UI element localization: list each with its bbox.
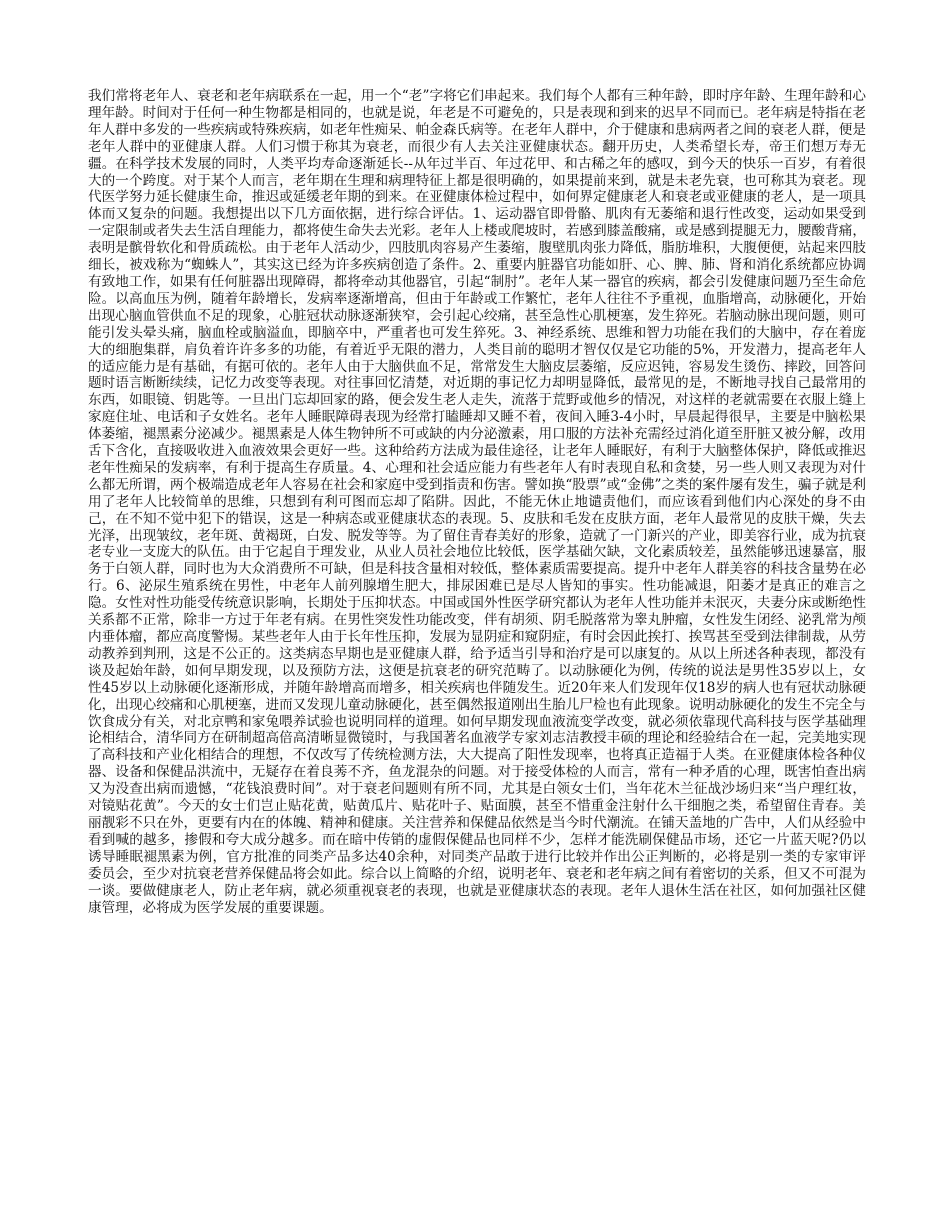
body-paragraph: 我们常将老年人、衰老和老年病联系在一起，用一个“老”字将它们串起来。我们每个人都有三种年龄，即时序年龄、生理年龄和心理年龄。时间对于任何一种生物都是相同的，也就是说，年老是不可避免的，只是表现和到来的迟早不同而已。老年病是特指在老年人群中多发的一些疾病或特殊疾病，如老年性痴呆、帕金森氏病等。在老年人群中，介于健康和患病两者之间的衰老人群，便是老年人群中的亚健康人群。人们习惯于称其为衰老，而很少有人去关注亚健康状态。翻开历史，人类希望长寿，帝王们想万寿无疆。在科学技术发展的同时，人类平均寿命逐渐延长--从年过半百、年过花甲、和古稀之年的感叹，到今天的快乐一百岁，有着很大的一个跨度。对于某个人而言，老年期在生理和病理特征上都是很明确的，如果提前来到，就是未老先衰，也可称其为衰老。现代医学努力延长健康生命，推迟或延缓老年期的到来。在亚健康体检过程中，如何界定健康老人和衰老或亚健康的老人，是一项具体而又复杂的问题。我想提出以下几方面依据，进行综合评估。1、运动器官即骨骼、肌肉有无萎缩和退行性改变，运动如果受到一定限制或者失去生活自理能力，都将使生命失去光彩。老年人上楼或爬坡时，若感到膝盖酸痛，或是感到提腿无力，腰酸背痛，表明是髌骨软化和骨质疏松。由于老年人活动少，四肢肌肉容易产生萎缩，腹壁肌肉张力降低，脂肪堆积，大腹便便，站起来四肢细长，被戏称为“蜘蛛人”，其实这已经为许多疾病创造了条件。2、重要内脏器官功能如肝、心、脾、肺、肾和消化系统都应协调有致地工作，如果有任何脏器出现障碍，都将牵动其他器官，引起“制肘”。老年人某一器官的疾病，都会引发健康问题乃至生命危险。以高血压为例，随着年龄增长，发病率逐渐增高，但由于年龄或工作繁忙，老年人往往不予重视，血脂增高，动脉硬化，开始出现心脑血管供血不足的现象，心脏冠状动脉逐渐狭窄，会引起心绞痛，甚至急性心肌梗塞，发生猝死。若脑动脉出现问题，则可能引发头晕头痛，脑血栓或脑溢血，即脑卒中，严重者也可发生猝死。3、神经系统、思维和智力功能在我们的大脑中，存在着庞大的细胞集群，肩负着许许多多的功能，有着近乎无限的潜力，人类目前的聪明才智仅仅是它功能的5%，开发潜力，提高老年人的适应能力是有基础，有据可依的。老年人由于大脑供血不足，常常发生大脑皮层萎缩，反应迟钝，容易发生烫伤、摔跤，回答问题时语言断断续续，记忆力改变等表现。对往事回忆清楚，对近期的事记忆力却明显降低，最常见的是，不断地寻找自己最常用的东西，如眼镜、钥匙等。一旦出门忘却回家的路，便会发生老人走失，流落于荒野或他乡的情况，对这样的老就需要在衣服上缝上家庭住址、电话和子女姓名。老年人睡眠障碍表现为经常打瞌睡却又睡不着，夜间入睡3-4小时，早晨起得很早，主要是中脑松果体萎缩，褪黑素分泌减少。褪黑素是人体生物钟所不可或缺的内分泌激素，用口服的方法补充需经过消化道至肝脏又被分解，改用舌下含化，直接吸收进入血液效果会更好一些。这种给药方法成为最佳途径，让老年人睡眠好，有利于大脑整体保护，降低或推迟老年性痴呆的发病率，有利于提高生存质量。4、心理和社会适应能力有些老年人有时表现自私和贪婪，另一些人则又表现为对什么都无所谓，两个极端造成老年人容易在社会和家庭中受到指责和伤害。譬如换“股票”或“金佛”之类的案件屡有发生，骗子就是利用了老年人比较简单的思维，只想到有利可图而忘却了陷阱。因此，不能无休止地谴责他们，而应该看到他们内心深处的身不由己，在不知不觉中犯下的错误，这是一种病态或亚健康状态的表现。5、皮肤和毛发在皮肤方面，老年人最常见的皮肤干燥，失去光泽，出现皱纹，老年斑、黄褐斑，白发、脱发等等。为了留住青春美好的形象，造就了一门新兴的产业，即美容行业，成为抗衰老专业一支庞大的队伍。由于它起自于理发业，从业人员社会地位比较低，医学基础欠缺，文化素质较差，虽然能够迅速暴富，服务于白领人群，同时也为大众消费所不可缺，但是科技含量相对较低，整体素质需要提高。提升中老年人群美容的科技含量势在必行。6、泌尿生殖系统在男性，中老年人前列腺增生肥大，排尿困难已是尽人皆知的事实。性功能减退，阳萎才是真正的难言之隐。女性对性功能受传统意识影响，长期处于压抑状态。中国或国外性医学研究都认为老年人性功能并未泯灭，夫妻分床或断绝性关系都不正常，除非一方过于年老有病。在男性突发性功能改变，伴有胡须、阴毛脱落常为睾丸肿瘤，女性发生闭经、泌乳常为颅内垂体瘤，都应高度警惕。某些老年人由于长年性压抑，发展为显阴症和窥阴症，有时会因此挨打、挨骂甚至受到法律制裁，从劳动教养到判刑，这是不公正的。这类病态早期也是亚健康人群，给予适当引导和治疗是可以康复的。从以上所述各种表现，都没有谈及起始年龄，如何早期发现，以及预防方法，这便是抗衰老的研究范畴了。以动脉硬化为例，传统的说法是男性35岁以上，女性45岁以上动脉硬化逐渐形成，并随年龄增高而增多，相关疾病也伴随发生。近20年来人们发现年仅18岁的病人也有冠状动脉硬化，出现心绞痛和心肌梗塞，进而又发现儿童动脉硬化，甚至偶然报道刚出生胎儿尸检也有此现象。说明动脉硬化的发生不完全与饮食成分有关，对北京鸭和家兔喂养试验也说明同样的道理。如何早期发现血液流变学改变，就必须依靠现代高科技与医学基础理论相结合，清华同方在研制超高倍高清晰显微镜时，与我国著名血液学专家刘志洁教授丰硕的理论和经验结合在一起，完美地实现了高科技和产业化相结合的理想，不仅改写了传统检测方法，大大提高了阳性发现率，也将真正造福于人类。在亚健康体检各种仪器、设备和保健品洪流中，无疑存在着良莠不齐，鱼龙混杂的问题。对于接受体检的人而言，常有一种矛盾的心理，既害怕查出病又为没查出病而遗憾，“花钱浪费时间”。对于衰老问题则有所不同，尤其是白领女士们，当年花木兰征战沙场归来“当户理红妆，对镜贴花黄”。今天的女士们岂止贴花黄，贴黄瓜片、贴花叶子、贴面膜，甚至不惜重金注射什么干细胞之类，希望留住青春。美丽靓彩不只在外，更要有内在的体魄、精神和健康。关注营养和保健品依然是当今时代潮流。在铺天盖地的广告中，人们从经验中看到喊的越多，掺假和夸大成分越多。而在暗中传销的虚假保健品也同样不少，怎样才能洗刷保健品市场，还它一片蓝天呢?仍以诱导睡眠褪黑素为例，官方批准的同类产品多达40余种，对同类产品敢于进行比较并作出公正判断的，必将是别一类的专家审评委员会，至少对抗衰老营养保健品将会如此。综合以上简略的介绍，说明老年、衰老和老年病之间有着密切的关系，但又不可混为一谈。要做健康老人，防止老年病，就必须重视衰老的表现，也就是亚健康状态的表现。老年人退休生活在社区，如何加强社区健康管理，必将成为医学发展的重要课题。 [88,88,866,916]
document-page [88,88,866,916]
